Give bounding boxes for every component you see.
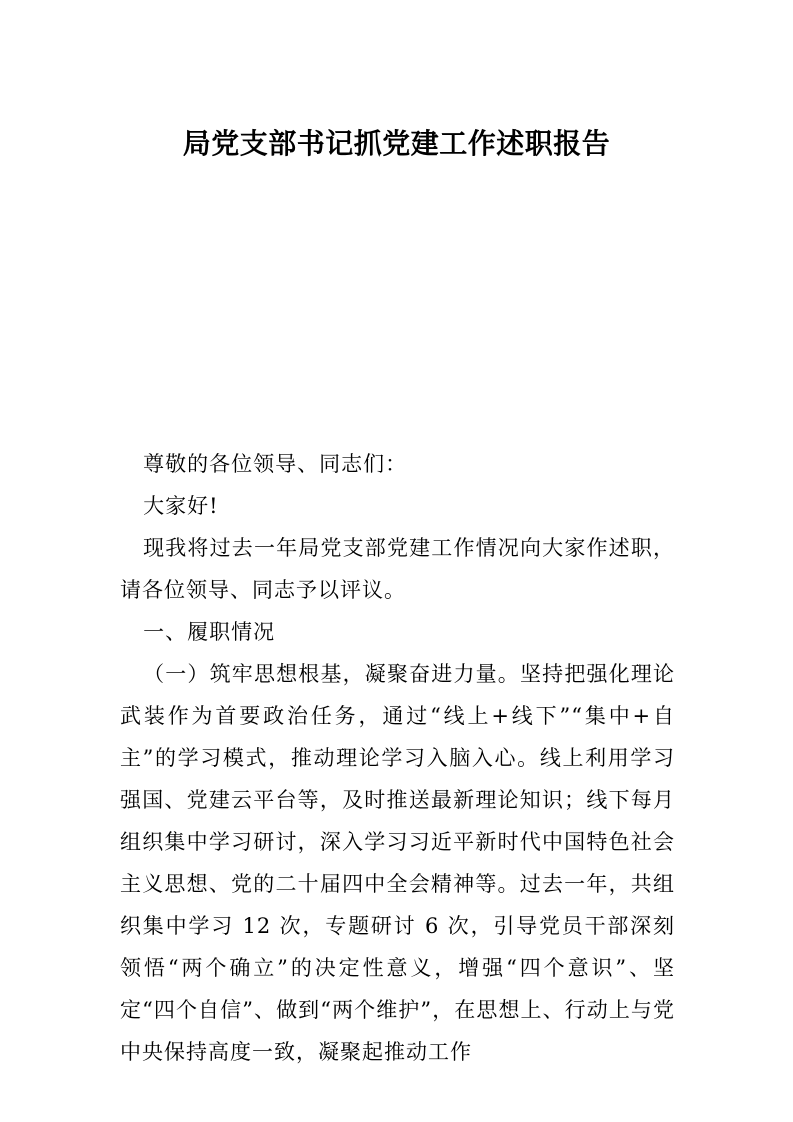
document-title: 局党支部书记抓党建工作述职报告 [182, 127, 611, 160]
section-paragraph: （一）筑牢思想根基，凝聚奋进力量。坚持把强化理论武装作为首要政治任务，通过“线上+线下”“集中+自主”的学习模式，推动理论学习入脑入心。线上利用学习强国、党建云平台等，及时推送最新理论知识；线下每月组织集中学习研讨，深入学习习近平新时代中国特色社会主义思想、党的二十届四中全会精神等。过去一年，共组织集中学习 12 次，专题研讨 6 次，引导党员干部深刻领悟“两个确立”的决定性意义，增强“四个意识”、坚定“四个自信”、做到“两个维护”，在思想上、行动上与党中央保持高度一致，凝聚起推动工作 [120, 662, 675, 1064]
hello-paragraph: 大家好! [143, 494, 219, 518]
greeting-paragraph: 尊敬的各位领导、同志们： [143, 452, 408, 476]
intro-paragraph: 现我将过去一年局党支部党建工作情况向大家作述职，请各位领导、同志予以评议。 [120, 536, 675, 602]
document-body [120, 443, 675, 1073]
section-heading: 一、履职情况 [143, 620, 276, 644]
